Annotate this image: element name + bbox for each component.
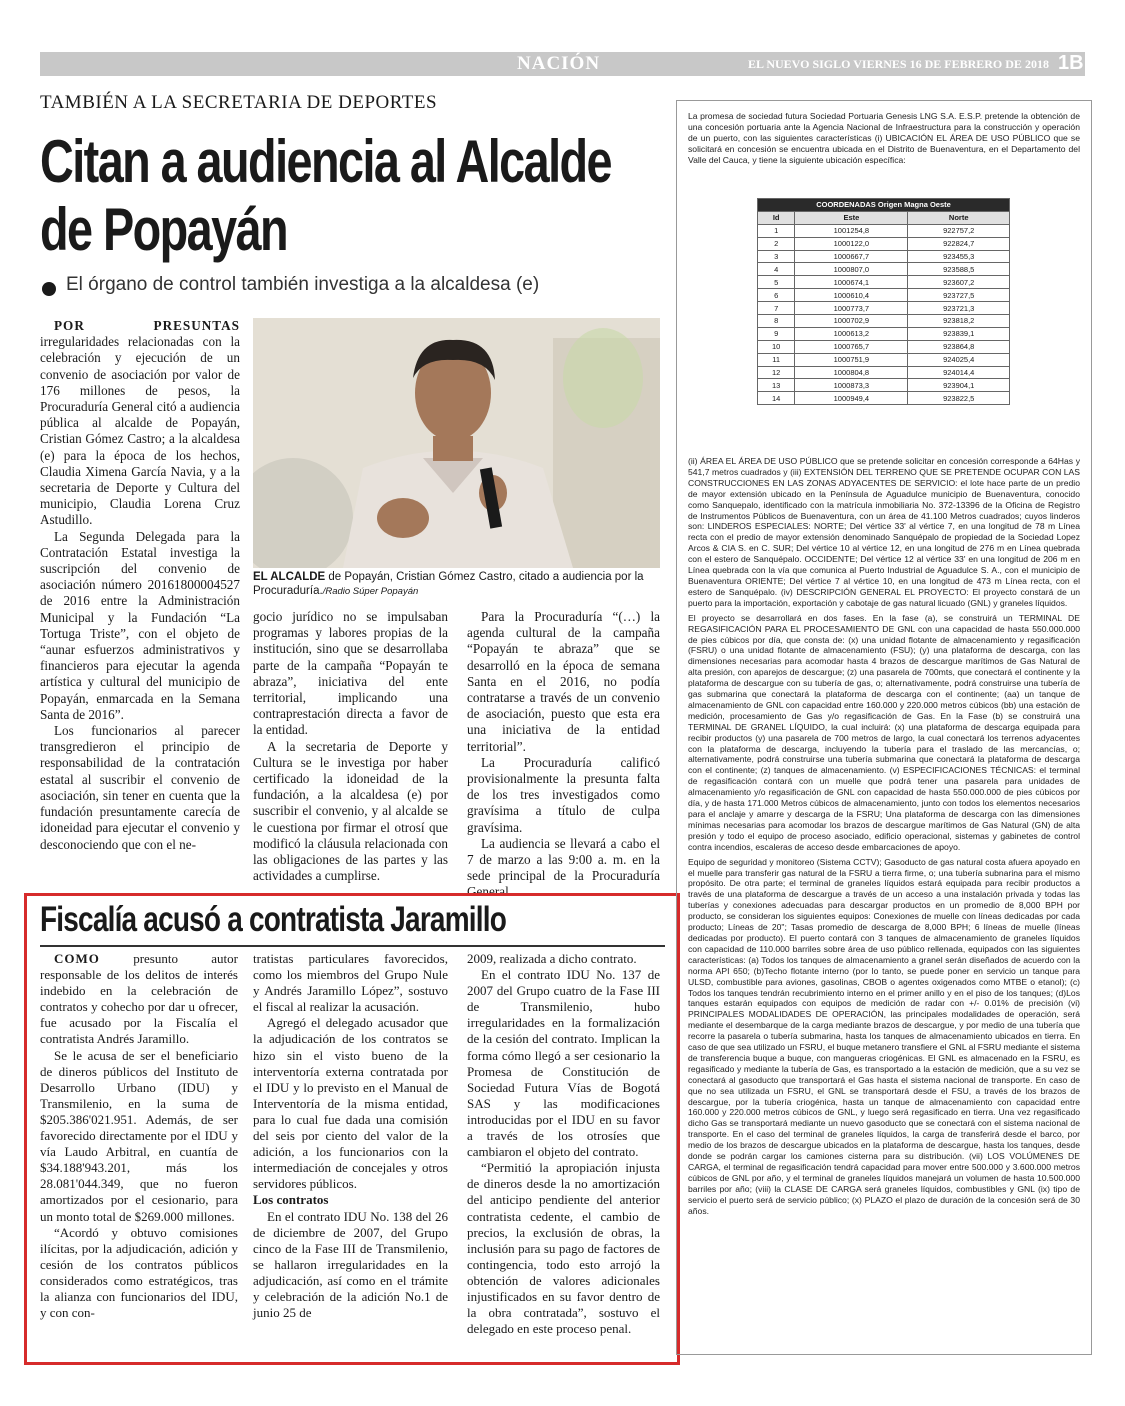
table-row [758,250,1010,263]
article-photo [253,318,660,568]
table-body [758,224,1010,404]
table-cell: 924025,4 [908,353,1010,366]
paragraph: 2009, realizada a dicho contrato. [467,951,637,966]
table-cell: 1000773,7 [795,302,908,315]
table-cell: 11 [758,353,795,366]
paragraph: Los funcionarios al parecer transgredieron el principio de responsabilidad de la contratación estatal al suscribir el convenio de asociación, sin tener en cuenta que la fundación presuntamente carecía de idoneidad para ejecutar el convenio y desconociendo que con el ne- [40,723,240,852]
section-name: NACIÓN [517,53,601,74]
legal-notice-body [688,456,1080,1217]
table-cell: 923904,1 [908,379,1010,392]
table-cell: 923839,1 [908,327,1010,340]
table-header: Norte [908,211,1010,224]
table-cell: 923822,5 [908,392,1010,405]
table-header: Id [758,211,795,224]
paragraph: irregularidades relacionadas con la celebración y ejecución de un convenio de asociación por valor de 176 millones de pesos, la Procuraduría General citó a audiencia pública al alcalde de Popayán, Cristian Gómez Castro; a la alcaldesa (e) para la época de los hechos, Claudia Ximena García Navia, y a la secretaria de Deporte y Cultura del municipio, Claudia Lorena Cruz Astudillo. [40,334,240,528]
photo-credit: /Radio Súper Popayán [322,586,419,597]
table-row [758,340,1010,353]
table-cell: 922824,7 [908,237,1010,250]
article-kicker: TAMBIÉN A LA SECRETARIA DE DEPORTES [40,92,438,113]
table-cell: 13 [758,379,795,392]
table-cell: 924014,4 [908,366,1010,379]
table-cell: 2 [758,237,795,250]
table-cell: 3 [758,250,795,263]
table-row [758,366,1010,379]
table-cell: 923721,3 [908,302,1010,315]
photo-caption [253,570,660,599]
paper-date: EL NUEVO SIGLO VIERNES 16 DE FEBRERO DE 2018 [748,57,1049,71]
paragraph: “Acordó y obtuvo comisiones ilícitas, por la adjudicación, adición y cesión de los contratos públicos considerados como estratégicos, tras la alianza con funcionarios del IDU, y con con- [40,1224,238,1321]
table-cell: 14 [758,392,795,405]
page-number: 1B [1058,52,1084,74]
coordinates-table [757,198,1010,405]
table-cell: 923607,2 [908,276,1010,289]
table-cell: 923455,3 [908,250,1010,263]
table-cell: 1000807,0 [795,263,908,276]
table-row [758,224,1010,237]
table-cell: 923864,8 [908,340,1010,353]
bullet-icon [42,282,56,296]
paragraph: La audiencia se llevará a cabo el 7 de marzo a las 9:00 a. m. en la sede principal de la Procuraduría General. [467,835,660,900]
table-cell: 1000613,2 [795,327,908,340]
table-row [758,289,1010,302]
lead-word: COMO [54,951,100,966]
table-cell: 5 [758,276,795,289]
table-cell: 1000667,7 [795,250,908,263]
paragraph: Equipo de seguridad y monitoreo (Sistema CCTV); Gasoducto de gas natural costa afuera apoyado en el muelle para transferir gas natural de la FSRU a tierra firme, o; una tubería subnarina para el mismo propósito. De otra parte; el terminal de graneles líquidos estará equipada para recibir productos a través de una plataforma de descargue a través de un acceso a una instalación privada y todas las tuberías y conexiones adecuadas para descargar productos en un promedio de 8,000 BPH por producto, se consideran los siguientes equipos: Conexiones de muelle con líneas dedicadas por cada producto; Líneas de 20"; Tasas promedio de descarga de 8,000 BPH; 6 líneas de muelle (líneas dedicadas por producto). El puerto contará con 3 tanques de almacenamiento de graneles líquidos con capacidad de 110.000 barriles sobre área de uso público rellenada, equipados con las siguientes características: (a) Todos los tanques de almacenamiento a granel serán diseñados de acuerdo con la norma API 650; (b)Techo flotante interno (por lo tanto, se puede poner en servicio un tanque para ULSD, combustible para aviones, gasolinas, CBOB o agentes oxigenados como MTBE o etanol); (c) Todos los tanques tendrán recubrimiento interno en el primer anillo y en el piso de los tanques; (d)Los tanques estarán equipados con equipos de medición de radar con +/- 0.01% de precisión (vi) PRINCIPALES MODALIDADES DE OPERACIÓN, las principales modalidades de operación, será mediante el desembarque de la carga mediante brazos de descargue, y por medio de una tubería que recorre la pasarela o tubería submarina, hasta los tanques de almacenamiento ubicados en tierra. En caso de que sea utilizado un FSRU, el buque metanero transfiere el GNL al FSRU mediante el sistema de transferencia buque a buque, con mangueras criogénicas. El GNL es almacenado en la FSRU, es regasificado y mediante la tubería de Gas, es transportado a la estación de medición, que a su vez se conectará al gasoducto que transportará el Gas hasta el sistema nacional de transporte. En caso de que no sea utilizada un FSRU, el GNL se transportará desde el FSU, a través de los brazos de descargue, por la tubería criogénica, hasta un tanque de almacenamiento con capacidad entre 160.000 y 220.000 metros cúbicos de GNL, y luego será regasificado en tierra. Una vez regasificado dicho Gas se transportará mediante un nuevo gasoducto que se conectará con el sistema nacional de transporte. En el caso del terminal de graneles líquidos, la carga de transferirá desde el barco, por medio de los brazos de descargue ubicados en la plataforma de descargue, hasta los tanques, desde donde se podrán cargar los camiones cisterna para su distribución. (vii) LOS VOLÚMENES DE CARGA, el terminal de regasificación tendrá capacidad para mover entre 500.000 y 3.600.000 metros cúbicos de GNL por año, y el terminal de graneles líquidos manejará un volumen de hasta 10.500.000 barriles por año; (viii) la CLASE DE CARGA será graneles líquidos, combustibles y GNL (ix) tipo de servicio el puerto será de servicio público; (x) PLAZO el plazo de duración de la concesión será de 30 años. [688,856,1080,1216]
article2-column-3 [467,951,660,1337]
article2-column-1 [40,951,238,1321]
legal-notice-intro: La promesa de sociedad futura Sociedad Portuaria Genesis LNG S.A. E.S.P. pretende la obtención de una concesión portuaria ante la Agencia Nacional de Infraestructura para la construcción y operación de un puerto, con las siguientes características (i) UBICACIÓN EL ÁREA DE USO PÚBLICO que se solicitará en concesión se encuentra ubicada en el Distrito de Buenaventura, en el Departamento del Valle del Cauca, y tiene la siguiente ubicación específica: [688,111,1080,165]
paragraph: Se le acusa de ser el beneficiario de dineros públicos del Instituto de Desarrollo Urbano (IDU) y Transmilenio, en la suma de $205.386'021.951. Además, de ser favorecido directamente por el IDU y vía Laudo Arbitral, en cuantía de $34.188'943.201, más los 28.081'044.349, que no fueron amortizados por el cesionario, para un monto total de $269.000 millones. [40,1047,238,1224]
table-cell: 1000610,4 [795,289,908,302]
table-row [758,276,1010,289]
article-headline-text: Citan a audiencia al Alcalde de Popayán [40,128,612,263]
article-subhead: El órgano de control también investiga a la alcaldesa (e) [66,274,540,295]
paragraph: El proyecto se desarrollará en dos fases. En la fase (a), se construirá un TERMINAL DE REGASIFICACIÓN PARA EL PROCESAMIENTO DE GNL con una capacidad de hasta 550.000.000 de pies cúbicos por día, que consta de: (x) una unidad flotante de almacenamiento y regasificación (FSRU) o una unidad flotante de almacenamiento (FSU); (y) una plataforma de descarga, con las dimensiones necesarias para acomodar hasta 4 brazos de descargue marítimos de Gas Natural de alta presión, con aparejos de descargue; (z) una pasarela de 700mts, que conectará el continente y la plataforma de descargue con su tubería de gas, o; alternativamente, podrá construirse una tubería de gas submarina que conectará la plataforma de descarga con el continente; (aa) un tanque de almacenamiento de GNL con capacidad entre 160.000 y 220.000 metros cúbicos (bb) una estación de medición, procesamiento de Gas y/o regasificación de Gas. En la Fase (b) se construirá una TERMINAL DE GRANEL LÍQUIDO, la cual incluirá: (x) una plataforma de descarga equipada para recibir productos (y) una pasarela de 700 metros de largo, la cual conectará los terrenos adyacentes con la plataforma de descarga, incluyendo la tubería para el traslado de las mercancías, o; alternativamente, podrá construirse una tubería submarina que conectará la plataforma de descarga con el continente; (z) tanques de almacenamiento. (v) ESPECIFICACIONES TÉCNICAS: el terminal de regasificación contará con un muelle que podrá tener una pasarela para unidades de almacenamiento y/o regasificación de GNL con capacidad de hasta 550.000.000 de pies cúbicos por día, y de hasta 171.000 Metros cúbicos de almacenamiento, junto con todos los elementos necesarios para el anclaje y amarre y descarga de la FSRU; Una plataforma de descarga con las dimensiones mínimas necesarias para acomodar los brazos de descargue marítimos de Gas Natural (GN) de alta presión y todo el equipo de proceso asociado, edificio operacional, sistemas y gabinetes de control contra incendios, escaleras de acceso desde embarcaciones de apoyo. [688,612,1080,852]
table-cell: 1000804,8 [795,366,908,379]
paragraph: Para la Procuraduría “(…) la agenda cultural de la campaña “Popayán te abraza” que se desarrolló en la época de semana Santa en el 2016, no podía contratarse a través de un convenio de asociación, puesto que esta era una iniciativa de la entidad territorial”. [467,609,660,754]
table-cell: 923818,2 [908,315,1010,328]
table-cell: 1000122,0 [795,237,908,250]
table-cell: 1001254,8 [795,224,908,237]
table-cell: 1 [758,224,795,237]
table-header: Este [795,211,908,224]
table-cell: 8 [758,315,795,328]
table-cell: 923588,5 [908,263,1010,276]
table-row [758,353,1010,366]
paragraph: tratistas particulares favorecidos, como los miembros del Grupo Nule y Andrés Jaramillo López”, sostuvo el fiscal al realizar la acusación. [253,951,448,1015]
paragraph: En el contrato IDU No. 137 de 2007 del Grupo cuatro de la Fase III de Transmilenio, hubo irregularidades en la formalización de la cesión del contrato. Implican la forma cómo llegó a ser cesionario la Promesa de Constitución de Sociedad Futura Vías de Bogotá SAS y las modificaciones introducidas por el IDU en su favor a través de los otrosíes que cambiaron el objeto del contrato. [467,967,660,1160]
person-speaking-image [253,318,660,568]
table-row [758,327,1010,340]
paragraph: A la secretaria de Deporte y Cultura se le investiga por haber certificado la idoneidad de la fundación, a la alcaldesa (e) por suscribir el convenio, y al alcalde se le cuestiona por firmar el otrosí que modificó la cláusula relacionada con las obligaciones de las partes y las actividades a cumplirse. [253,738,448,884]
table-cell: 1000751,9 [795,353,908,366]
table-row [758,315,1010,328]
table-cell: 923727,5 [908,289,1010,302]
table-cell: 4 [758,263,795,276]
caption-lead: EL ALCALDE [253,571,326,583]
article-column-1 [40,318,240,853]
lead-word: POR PRESUNTAS [54,318,240,333]
article2-headline: Fiscalía acusó a contratista Jaramillo [40,900,507,939]
paragraph: La Segunda Delegada para la Contratación Estatal investiga la suscripción del convenio de asociación número 20161800004527 de 2016 entre la Administración Municipal y la Fundación “La Tortuga Triste”, con el objeto de “aunar esfuerzos administrativos y financieros para ejecutar la agenda artística y cultural del municipio de Popayán, enmarcada en la Semana Santa de 2016”. [40,528,240,722]
table-title: COORDENADAS Origen Magna Oeste [758,199,1010,212]
paragraph: presunto autor responsable de los delitos de interés indebido en la celebración de contratos y cohecho por dar u ofrecer, fue acusado por la Fiscalía el contratista Andrés Jaramillo. [40,951,238,1047]
table-row [758,263,1010,276]
table-row [758,237,1010,250]
table-row [758,392,1010,405]
table-cell: 922757,2 [908,224,1010,237]
article-column-2 [253,609,448,884]
article2-column-2 [253,951,448,1321]
caption-text: de Popayán, Cristian Gómez Castro, citado a audiencia por la Procuraduría. [253,571,644,597]
table-cell: 1000873,3 [795,379,908,392]
article-headline [40,128,612,264]
paragraph: gocio jurídico no se impulsaban programas y labores propias de la institución, sino que se desarrollaba parte de la campaña “Popayán te abraza”, iniciativa del ente territorial, implicando una contraprestación directa a favor de la entidad. [253,609,448,738]
paragraph: En el contrato IDU No. 138 del 26 de diciembre de 2007, del Grupo cinco de la Fase III de Transmilenio, se hallaron irregularidades en la adjudicación, así como en el trámite y celebración de la adición No.1 de junio 25 de [253,1208,448,1321]
table-cell: 9 [758,327,795,340]
table-cell: 1000674,1 [795,276,908,289]
paragraph: “Permitió la apropiación injusta de dineros desde la no amortización del anticipo pendiente del anterior contratista cedente, el cambio de precios, la exclusión de obras, la inclusión para su pago de factores de contingencia, todo esto arrojó la obtención de valores adicionales injustificados en su favor dentro de la obra contratada”, sostuvo el delegado en este proceso penal. [467,1160,660,1337]
table-cell: 7 [758,302,795,315]
table-row [758,302,1010,315]
table-cell: 6 [758,289,795,302]
headline-rule [40,945,665,947]
article2-subhead: Los contratos [253,1192,329,1208]
paragraph: La Procuraduría calificó provisionalmente la presunta falta de los tres investigados como gravísima a título de culpa gravísima. [467,754,660,835]
paragraph: Agregó el delegado acusador que la adjudicación de los contratos se hizo sin el visto bueno de la interventoría externa contratada por el IDU y lo previsto en el Manual de Interventoría de la misma entidad, para lo cual fue dada una comisión del seis por ciento del valor de la adición, a los funcionarios con la intermediación de concejales y otros servidores públicos. [253,1015,448,1192]
article-column-3 [467,609,660,901]
table-cell: 1000765,7 [795,340,908,353]
table-cell: 10 [758,340,795,353]
paragraph: (ii) ÁREA EL ÁREA DE USO PÚBLICO que se pretende solicitar en concesión corresponde a 64Has y 541,7 metros cuadrados y (iii) EXTENSIÓN DEL TERRENO QUE SE PRETENDE OCUPAR CON LAS CONSTRUCCIONES EN LAS ZONAS ADYACENTES DE SERVICIO: el lote hace parte de un predio de mayor extensión ubicado en la Península de Aguadulce municipio de Buenaventura, conocido como Sanquepalo, identificado con la matrícula inmobiliaria No. 372-13396 de la Oficina de Registro de Instrumentos Públicos de Buenaventura, con un área de 41.100 Metros cuadrados; cuyos linderos son: LINDEROS ESPECIALES: NORTE; Del vértice 33' al vértice 7, en una longitud de 78 m Línea recta con el predio de mayor extensión denominado Sanquépalo de propiedad de la Sociedad Lopez Arcos & CIA S. en C. SUR; Del vértice 10 al vértice 12, en una longitud de 276 m en Línea quebrada con el estero de Sanquépalo. OCCIDENTE; Del vértice 12 al vértice 33' en una longitud de 206 m en Línea quebrada con la vía que comunica al Puerto Industrial de Aguadulce S. A., con el municipio de Buenaventura ORIENTE; Del vértice 7 al vértice 10, en una longitud de 473 m Línea recta, con el estero de Sanquépalo. (iv) DESCRIPCIÓN GENERAL EL PROYECTO: El proyecto constará de un puerto para la importación, exportación y cabotaje de gas natural licuado (GNL) y graneles líquidos. [688,456,1080,608]
table-cell: 1000949,4 [795,392,908,405]
table-row [758,379,1010,392]
table-cell: 1000702,9 [795,315,908,328]
table-cell: 12 [758,366,795,379]
